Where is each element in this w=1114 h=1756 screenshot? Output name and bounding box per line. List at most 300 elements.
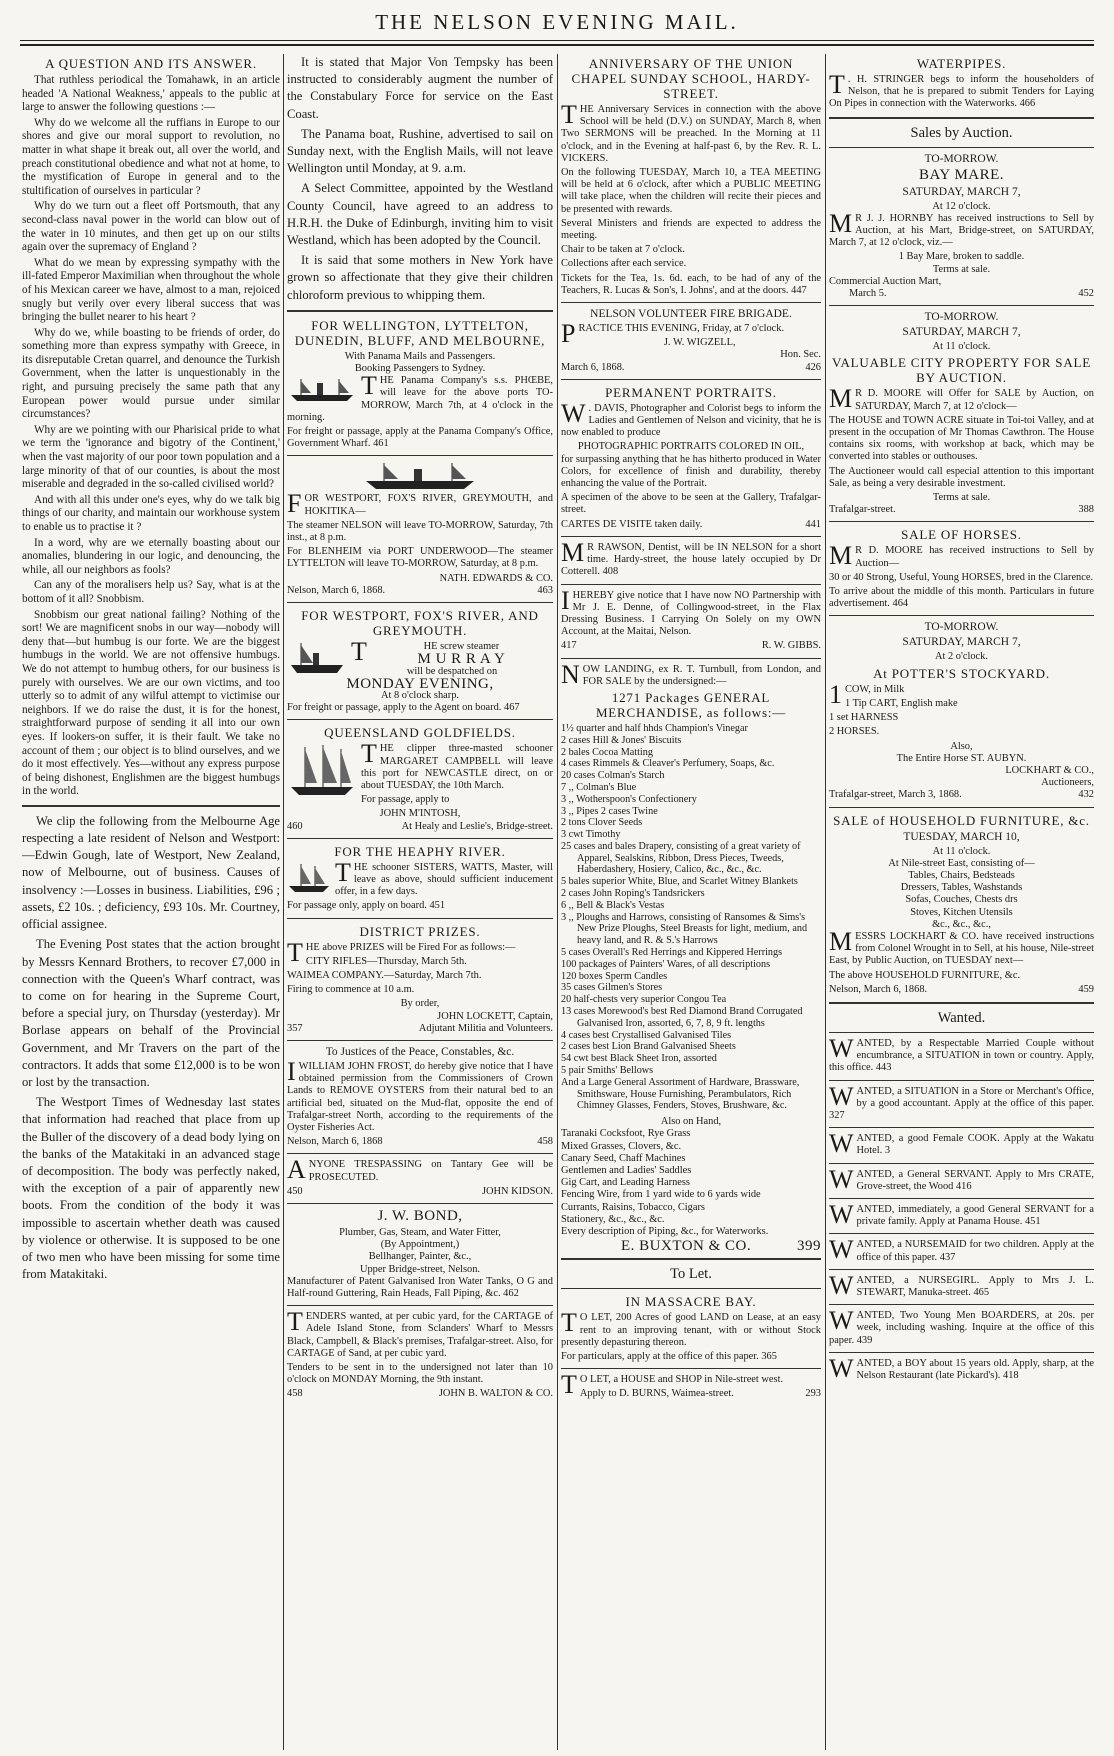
drop-cap: N <box>561 659 580 689</box>
ad-number: 450 <box>287 1185 303 1197</box>
merchandise-item: 7 ,, Colman's Blue <box>561 781 637 793</box>
ad-text: OR WESTPORT, FOX'S RIVER, GREYMOUTH, and HOKITIKA— <box>304 493 553 517</box>
ad-waterpipes <box>829 56 1094 111</box>
article-paragraph: Why do we, while boasting to be friends of order, do something more than express sympathy with Greece, in its disreputable Cretan quarrel, and denounce the Turkish Government, when the latter is unquestionably in the right, and pursuing precisely the same path that any European power would pursue under similar circumstances? <box>22 326 280 421</box>
ad-line: Firing to commence at 10 a.m. <box>287 984 415 996</box>
article-paragraph: Can any of the moralisers help us? Say, what is at the bottom of it all? Snobbism. <box>22 579 280 605</box>
wanted-ad <box>829 1081 1094 1123</box>
notice-district-prizes <box>287 924 553 1035</box>
article-paragraph: What do we mean by expressing sympathy with the ill-fated Emperor Maximilian when throughout the whole of his Mexican career we have, almost to a man, rejoiced snugly but verily over every liberal success that was bringing the bullet nearer to his heart ? <box>22 256 280 324</box>
merchandise-item: 25 cases and bales Drapery, consisting of a great variety of Apparel, Sealskins, Ribbon, Dress Pieces, Tweeds, Haberdashery, Hosiery, Calico, &c., &c., &c. <box>561 840 801 876</box>
merchandise-item: 1½ quarter and half hhds Champion's Vinegar <box>561 722 748 734</box>
ad-house-shop <box>561 1370 821 1400</box>
ad-date: March 6, 1868. <box>561 361 625 373</box>
news-paragraph: A Select Committee, appointed by the Westland County Council, have agreed to an address to H.R.H. the Duke of Edinburgh, inviting him to visit Westland, which has been adopted by the Council. <box>287 181 553 248</box>
wanted-ads <box>829 1033 1094 1383</box>
article-paragraph: And with all this under one's eyes, why do we talk big things of our charity, and maintain our workhouse system to enable us to practise it ? <box>22 493 280 533</box>
masthead: THE NELSON EVENING MAIL. <box>375 10 739 34</box>
ad-signature: JOHN LOCKETT, Captain, <box>437 1010 553 1022</box>
ad-subtitle: At Nile-street East, consisting of— <box>888 857 1035 869</box>
ad-number: 426 <box>805 361 821 373</box>
article-paragraph: Why do we turn out a fleet off Portsmouth, that any second-class naval power in the world can blow out of the water in 10 minutes, and then get up on our stilts again over the supremacy of England ? <box>22 200 280 254</box>
ad-number: 451 <box>1024 1216 1041 1228</box>
ad-title: BAY MARE. <box>918 166 1005 183</box>
ad-rule <box>561 1368 821 1369</box>
merchandise-item: 120 boxes Sperm Candles <box>561 970 668 982</box>
drop-cap: W <box>829 1164 854 1194</box>
drop-cap: M <box>829 926 853 956</box>
ad-sale-of-horses <box>829 527 1094 610</box>
ad-line: Dressers, Tables, Washstands <box>900 882 1023 894</box>
ad-rule <box>829 1032 1094 1033</box>
ad-text: The Auctioneer would call especial attention to this important Sale, as being a very desirable investment. <box>829 465 1094 489</box>
ad-text: O LET, 200 Acres of good LAND on Lease, at an easy rent to an improving tenant, with or without Stock presently depasturing thereon. <box>561 1312 821 1348</box>
column-divider <box>283 54 284 1750</box>
ad-text: A specimen of the above to be seen at the Gallery, Trafalgar-street. <box>561 492 821 516</box>
ad-text: HEREBY give notice that I have now NO Partnership with Mr J. E. Denne, of Collingwood-street, in the Flax Dressing Business. I Carrying On Solely on my OWN Account, at the Maitai, Nelson. <box>561 589 821 638</box>
ad-text: HE schooner SISTERS, WATTS, Master, will leave as above, should sufficient inducement offer, in a few days. <box>335 861 553 898</box>
ad-subtitle: PHOTOGRAPHIC PORTRAITS COLORED IN OIL, <box>577 441 805 453</box>
ad-signature: JOHN M'INTOSH, <box>379 808 461 820</box>
ad-rule <box>287 918 553 919</box>
wanted-ad <box>829 1129 1094 1159</box>
ad-text: . H. STRINGER begs to inform the householders of Nelson, that he is prepared to submit Tenders for Laying On Pipes in connection with the Waterworks. <box>829 74 1094 110</box>
ad-rule <box>561 1288 821 1289</box>
ad-text: R J. J. HORNBY has received instructions to Sell by Auction, at his Mart, Bridge-street, on SATURDAY, March 7, at 12 o'clock, viz.— <box>829 212 1094 249</box>
ad-line: CITY RIFLES—Thursday, March 5th. <box>305 955 467 967</box>
ad-text: Taranaki Cocksfoot, Rye Grass Mixed Grasses, Clovers, &c. Canary Seed, Chaff Machines Gentlemen and Ladies' Saddles Gig Cart, and Leading Harness Fencing Wire, from 1 yard wide to 6 yards wide Currants, Raisins, Tobacco, Cigars Stationery, &c., &c., &c. Every description of Piping, &c., for Waterworks. <box>561 1128 769 1238</box>
ad-rule <box>829 1233 1094 1234</box>
ad-dentist <box>561 537 821 579</box>
ad-partnership <box>561 585 821 653</box>
ad-number: 458 <box>287 1388 303 1400</box>
ad-heading: TO-MORROW. <box>924 311 999 324</box>
ad-heading: TO-MORROW. <box>924 152 999 165</box>
merchandise-list <box>561 723 821 1112</box>
drop-cap: M <box>829 384 853 414</box>
ad-line: Trafalgar-street. <box>829 504 896 516</box>
merchandise-item: 2 cases best Lion Brand Galvanised Sheets <box>561 1041 736 1053</box>
ad-number: 458 <box>537 1136 553 1148</box>
ad-text: ANTED, Two Young Men BOARDERS, at 20s. per week, including washing. Inquire at the office of this paper. <box>829 1310 1094 1346</box>
ad-line: Bellhanger, Painter, &c., <box>368 1251 472 1263</box>
drop-cap: W <box>829 1235 854 1265</box>
ad-signature: JOHN KIDSON. <box>481 1185 553 1197</box>
ad-line: 1 set HARNESS <box>829 712 899 724</box>
schooner-icon <box>287 862 331 894</box>
drop-cap: W <box>561 398 586 428</box>
ad-number: 439 <box>856 1334 873 1346</box>
ad-line: WAIMEA COMPANY.—Saturday, March 7th. <box>287 969 482 981</box>
ad-text: R RAWSON, Dentist, will be IN NELSON for a short time. Hardy-street, the house lately occupied by Dr Cotterell. <box>561 541 821 578</box>
news-paragraph: It is said that some mothers in New York have grown so affectionate that they give their children chloroform previous to whipping them. <box>287 253 553 302</box>
ad-rule <box>829 1352 1094 1353</box>
ad-text: RACTICE THIS EVENING, Friday, at 7 o'clock. <box>578 323 785 335</box>
ad-line: will be despatched on <box>406 665 498 677</box>
merchandise-item: 2 tons Clover Seeds <box>561 817 643 829</box>
ad-line: 1 Tip CART, English make <box>845 697 958 709</box>
ad-text: ANTED, a BOY about 15 years old. Apply, sharp, at the Nelson Restaurant (late Pickard's). <box>856 1357 1094 1382</box>
drop-cap: W <box>829 1306 854 1336</box>
ad-date: Nelson, March 6, 1868. <box>829 983 928 995</box>
ad-city-property <box>829 311 1094 516</box>
ad-number: 447 <box>791 284 807 296</box>
wanted-ad <box>829 1199 1094 1229</box>
ad-heading: SATURDAY, MARCH 7, <box>902 185 1021 198</box>
merchandise-item: 3 ,, Wotherspoon's Confectionery <box>561 793 697 805</box>
ad-subtitle: Booking Passengers to Sydney. <box>354 363 486 375</box>
ad-text: Collections after each service. <box>561 258 687 270</box>
ad-title: ANNIVERSARY OF THE UNION CHAPEL SUNDAY SCHOOL, HARDY-STREET. <box>571 56 811 101</box>
ad-text: The HOUSE and TOWN ACRE situate in Toi-toi Valley, and at present in the occupation of Mr Thomas Cawthron. The House contains six rooms, with workshop at back, which may be converted into stables or outhouses. <box>829 414 1094 463</box>
ad-signature: JOHN B. WALTON & CO. <box>438 1388 553 1400</box>
ad-text: OW LANDING, ex R. T. Turnbull, from London, and FOR SALE by the undersigned:— <box>582 663 821 687</box>
drop-cap: T <box>287 1307 303 1337</box>
ad-number: 462 <box>503 1288 519 1300</box>
ad-text: ANTED, a SITUATION in a Store or Merchant's Office, by a good accountant. Apply at the office of this paper. <box>856 1085 1094 1109</box>
ad-rule <box>829 807 1094 808</box>
news-paragraph: The Panama boat, Rushine, advertised to sail on Sunday next, with the English Mails, will not leave Wellington until Monday, at 9. a.m. <box>287 126 553 176</box>
ad-number: 451 <box>429 900 446 912</box>
drop-cap: I <box>287 1056 296 1086</box>
merchandise-item: 20 cases Colman's Starch <box>561 770 665 782</box>
drop-cap: T <box>829 70 845 99</box>
ad-line: &c., &c., &c., <box>932 918 991 930</box>
ad-text: Several Ministers and friends are expected to address the meeting. <box>561 217 821 242</box>
ad-date: Nelson, March 6, 1868. <box>287 584 386 596</box>
ad-line: Commercial Auction Mart, <box>829 275 942 287</box>
ad-rule <box>287 455 553 456</box>
article-paragraph: Snobbism our great national failing? Nothing of the sort! We are magnificent snobs in our way—nobody will deny that—but humbug is our forte. We are the biggest humbugs in the world. We are not offensive humbugs. We do not attempt to humbug others, for our business is purely with ourselves. We are our own victims, and too utterly so to admit of any wilful attempt to victimise our neighbors. If we do raise the dust, it is for the honest, straightforward purpose of sending it all into our own eyes. If lookers-on suffer, it is their fault. We take no account of them ; our object is to blind ourselves, and we do it most effectively. Yes—without any express purpose of being dishonest, Englishmen are the biggest humbugs in the world. <box>22 608 280 798</box>
ad-number: 365 <box>761 1351 777 1363</box>
ad-fire-brigade <box>561 308 821 374</box>
ad-text: Manufacturer of Patent Galvanised Iron Water Tanks, O G and Half-round Guttering, Rain Heads, Fall Piping, &c. <box>287 1275 553 1300</box>
merchandise-item: 6 ,, Bell & Black's Vestas <box>561 899 665 911</box>
drop-cap: T <box>561 1370 577 1400</box>
ad-number: 466 <box>1019 98 1036 110</box>
ad-line: At 11 o'clock. <box>932 845 991 857</box>
ad-line: Terms at sale. <box>932 263 991 275</box>
drop-cap: M <box>561 537 585 567</box>
ad-line: Stoves, Kitchen Utensils <box>910 906 1013 918</box>
ad-text: HE Anniversary Services in connection with the above School will be held (D.V.) on SUNDAY, March 8, when Two SERMONS will be preached. In the Morning at 11 o'clock, and in the Evening at half-past 6, by the Rev. R. L. VICKERS. <box>561 104 821 164</box>
drop-cap: W <box>829 1353 854 1383</box>
merchandise-item: 2 bales Cocoa Matting <box>561 746 653 758</box>
ad-line: March 5. <box>849 288 887 300</box>
shipping-ad-heaphy <box>287 844 553 913</box>
section-rule <box>287 310 553 312</box>
column-divider <box>825 54 826 1750</box>
merchandise-item: 20 half-chests very superior Congou Tea <box>561 994 727 1006</box>
article-paragraph: That ruthless periodical the Tomahawk, in an article headed 'A National Weakness,' appeals to the public at large to answer the following questions :— <box>22 74 280 114</box>
ad-line: Also, <box>950 740 973 752</box>
ad-text: HE above PRIZES will be Fired For as follows:— <box>305 941 516 953</box>
ad-line: 1 Bay Mare, broken to saddle. <box>898 251 1025 263</box>
ad-text: For freight or passage, apply to the Agent on board. <box>287 702 502 714</box>
ad-text: To arrive about the middle of this month. Particulars in future advertisement. <box>829 586 1094 610</box>
ad-number: 408 <box>602 566 619 578</box>
ad-line: 2 HORSES. <box>829 726 880 738</box>
ad-title: SALE of HOUSEHOLD FURNITURE, &c. <box>833 812 1090 828</box>
ad-line: Sofas, Couches, Chests drs <box>905 894 1018 906</box>
merchandise-item: 5 bales superior White, Blue, and Scarlet Witney Blankets <box>561 876 798 888</box>
ad-number: 327 <box>829 1109 845 1121</box>
ad-text: For particulars, apply at the office of this paper. <box>561 1351 759 1363</box>
schooner-icon <box>287 743 357 799</box>
ad-rule <box>561 536 821 537</box>
ad-title: QUEENSLAND GOLDFIELDS. <box>324 725 516 741</box>
ad-number: 467 <box>504 702 520 714</box>
ad-rule <box>829 521 1094 522</box>
ad-bay-mare <box>829 153 1094 301</box>
ad-signature: Hon. Sec. <box>780 349 821 361</box>
article-title: A QUESTION AND ITS ANSWER. <box>45 56 257 71</box>
ad-line: Tables, Chairs, Bedsteads <box>908 869 1015 881</box>
ad-number: 464 <box>892 598 909 610</box>
ad-heading: TO-MORROW. <box>924 621 999 634</box>
shipping-ad-wellington <box>287 318 553 451</box>
drop-cap: T <box>335 857 351 887</box>
ad-bond-plumber <box>287 1209 553 1300</box>
ad-text: . DAVIS, Photographer and Colorist begs to inform the Ladies and Gentlemen of Nelson and vicinity, that he is now enabled to produce <box>561 402 821 439</box>
ad-rule <box>561 379 821 380</box>
ad-title: FOR WELLINGTON, LYTTELTON, DUNEDIN, BLUFF, AND MELBOURNE, <box>294 317 546 348</box>
ad-line: CARTES DE VISITE taken daily. <box>561 518 703 530</box>
ship-name: M U R R A Y <box>417 651 506 668</box>
merchandise-item: 13 cases Morewood's best Red Diamond Brand Corrugated Galvanised Iron, assorted, 6, 7, 8, 9 ft. lengths <box>561 1006 803 1029</box>
ad-title: PERMANENT PORTRAITS. <box>605 384 777 400</box>
ad-text: ENDERS wanted, at per cubic yard, for the CARTAGE of Adele Island Stone, from Sclanders' Wharf to Messrs Black, Campbell, & Black's premises, Trafalgar-street. Also, for CARTAGE of Sand, at per cubic yard. <box>287 1311 553 1359</box>
ad-number: 432 <box>1078 789 1094 801</box>
merchandise-item: 3 ,, Pipes 2 cases Twine <box>561 805 658 817</box>
ad-text: ESSRS LOCKHART & CO. have received instructions from Colonel Wrought in to Sell, at his house, Nile-street East, by Public Auction, on TUESDAY next— <box>829 930 1094 967</box>
ad-date: Trafalgar-street, March 3, 1868. <box>829 789 962 801</box>
ad-number: 459 <box>1078 983 1094 995</box>
shipping-ad-murray <box>287 608 553 714</box>
wanted-ad <box>829 1353 1094 1383</box>
ad-rule <box>829 1304 1094 1305</box>
merchandise-item: 100 packages of Painters' Wares, of all descriptions <box>561 958 771 970</box>
drop-cap: T <box>361 371 377 401</box>
drop-cap: M <box>829 208 853 238</box>
ad-text: R D. MOORE will Offer for SALE by Auction, on SATURDAY, March 7, at 12 o'clock— <box>855 388 1094 412</box>
ad-rule <box>561 584 821 585</box>
ad-text: NYONE TRESPASSING on Tantary Gee will be PROSECUTED. <box>308 1159 553 1183</box>
news-paragraph: The Westport Times of Wednesday last states that information had reached that place from up the Buller of the discovery of a dead body lying on the banks of the Matakitaki in an advanced stage of decomposition. The body was perfectly naked, with the exception of a pair of apparently new boots. From the condition of the body it was impossible to ascertain whether death was caused by violence or otherwise. It is supposed to be one of two men who have been missing for some time from Matakitaki. <box>22 1095 280 1282</box>
drop-cap: T <box>561 1308 577 1338</box>
news-paragraph: We clip the following from the Melbourne Age respecting a late resident of Nelson and Westport:—Edwin Gough, late of Westport, New Zealand, now of Melbourne, out of business. Causes of insolvency :—Losses in business. Liabilities, £96 ; assets, £2 10s. ; deficiency, £93 10s. Mr. Courtney, official assignee. <box>22 813 280 932</box>
ad-signature: Adjutant Militia and Volunteers. <box>418 1022 553 1034</box>
ad-heading: TUESDAY, MARCH 10, <box>903 830 1020 843</box>
ad-text: WILLIAM JOHN FROST, do hereby give notice that I have obtained permission from the Commissioners of Crown Lands to REMOVE OYSTERS from their natural bed to an artificial bed, situated on the Mud-flat, opposite the end of Trafalgar-street North, according to the requirements of the Oyster Fisheries Act. <box>287 1060 553 1133</box>
ad-text: for surpassing anything that he has hitherto produced in Water Colors, for excellence of finish and durability, thereby enhancing the value of the Portrait. <box>561 453 821 490</box>
ad-line: At 12 o'clock. <box>932 200 991 212</box>
article-paragraph: Why are we pointing with our Pharisical pride to what we term the 'ignorance and bigotry of the Continent,' when the vast majority of our poor town population and a large minority of that of our counties, is about the most miserable and degraded in the so-called civilised world? <box>22 423 280 491</box>
ad-line: At 2 o'clock. <box>935 651 988 663</box>
ad-rule <box>829 615 1094 616</box>
column-divider <box>557 54 558 1750</box>
merchandise-item: 5 pair Smiths' Bellows <box>561 1065 654 1077</box>
ad-line: HE screw steamer <box>423 641 500 653</box>
ad-rule <box>561 302 821 303</box>
ad-number: 293 <box>805 1388 821 1400</box>
ad-rule <box>561 658 821 659</box>
ad-title: FOR THE HEAPHY RIVER. <box>334 843 506 859</box>
ad-title: VALUABLE CITY PROPERTY FOR SALE BY AUCTION. <box>831 355 1091 386</box>
shipping-ad-queensland <box>287 725 553 832</box>
ad-title: NELSON VOLUNTEER FIRE BRIGADE. <box>590 308 792 321</box>
ad-text: HE clipper three-masted schooner MARGARET CAMPBELL will leave this port for NEWCASTLE direct, on or about TUESDAY, the 10th March. <box>361 743 553 791</box>
ad-number: 416 <box>955 1180 972 1192</box>
ad-subtitle: Also on Hand, <box>660 1116 722 1128</box>
section-rule <box>829 117 1094 119</box>
ad-text: ANTED, a NURSEGIRL. Apply to Mrs J. L. STEWART, Manuka-street. <box>856 1274 1094 1298</box>
drop-cap: 1 <box>829 679 842 709</box>
ad-text: For passage only, apply on board. <box>287 900 427 912</box>
ad-text: Tickets for the Tea, 1s. 6d. each, to be had of any of the Teachers, R. Lucas & Son's, I. Johns', and at the doors. <box>561 272 821 296</box>
ad-text: Tenders to be sent in to the undersigned not later than 10 o'clock on MONDAY Morning, the 9th instant. <box>287 1362 553 1386</box>
ad-line: At 11 o'clock. <box>932 341 991 353</box>
article-paragraph: Why do we welcome all the ruffians in Europe to our shores and give our moral support to revolution, no matter in what shape it break out, all over the world, and preach constitutional obedience and what not at home, to the mystification of Europe in general and to the stultification of ourselves in particular ? <box>22 116 280 197</box>
ad-chapel-anniversary <box>561 56 821 297</box>
ad-rule <box>287 838 553 839</box>
masthead-rule <box>20 40 1094 41</box>
ad-line: Plumber, Gas, Steam, and Water Fitter, <box>339 1227 501 1238</box>
wanted-ad <box>829 1306 1094 1347</box>
ad-number: 399 <box>797 1238 821 1255</box>
drop-cap: F <box>287 489 302 519</box>
ad-rule <box>829 147 1094 148</box>
ad-line: Upper Bridge-street, Nelson. <box>359 1263 481 1275</box>
ad-rule <box>829 1080 1094 1081</box>
ad-line: At 8 o'clock sharp. <box>380 689 460 701</box>
ad-massacre-bay <box>561 1294 821 1363</box>
notice-trespassing <box>287 1155 553 1198</box>
merchandise-item: 2 cases John Roping's Tandsrickers <box>561 888 705 900</box>
merchandise-item: 2 cases Hill & Jones' Biscuits <box>561 734 682 746</box>
column-1 <box>22 54 280 1750</box>
ad-number: 452 <box>1078 288 1094 300</box>
ad-subtitle: With Panama Mails and Passengers. <box>344 350 496 362</box>
ad-rule <box>287 602 553 603</box>
ad-text: ANTED, by a Respectable Married Couple without encumbrance, a SITUATION in town or country. Apply, this office. <box>829 1037 1094 1074</box>
steamship-icon <box>360 461 480 491</box>
column-3 <box>561 54 821 1750</box>
ad-heading: SATURDAY, MARCH 7, <box>902 636 1021 649</box>
ad-line: (By Appointment,) <box>380 1239 460 1251</box>
drop-cap: I <box>561 585 570 615</box>
ad-heading: SATURDAY, MARCH 7, <box>902 326 1021 339</box>
ad-number: 463 <box>537 584 553 596</box>
ad-text: Chair to be taken at 7 o'clock. <box>561 244 685 256</box>
ad-number: 357 <box>287 1022 303 1034</box>
ad-rule <box>287 1305 553 1306</box>
column-2 <box>287 54 553 1750</box>
drop-cap: W <box>829 1199 854 1229</box>
ad-rule <box>287 1040 553 1041</box>
ad-rule <box>287 719 553 720</box>
ad-merchandise <box>561 659 821 1255</box>
ad-line: MONDAY EVENING, <box>346 675 494 692</box>
ad-text: ANTED, a good Female COOK. Apply at the Wakatu Hotel. <box>856 1133 1094 1157</box>
ad-title: At POTTER'S STOCKYARD. <box>873 665 1050 681</box>
news-paragraph: It is stated that Major Von Tempsky has been instructed to considerably augment the number of the Constabulary Force for service on the East Coast. <box>287 55 553 121</box>
ad-text: Apply to D. BURNS, Waimea-street. <box>579 1388 734 1400</box>
wanted-ad <box>829 1235 1094 1265</box>
masthead-rule-thick <box>20 44 1094 46</box>
drop-cap: A <box>287 1155 306 1185</box>
ad-number: 437 <box>939 1251 956 1263</box>
section-heading-to-let: To Let. <box>670 1266 712 1283</box>
merchandise-item: 4 cases best Crystallised Galvanised Tiles <box>561 1029 732 1041</box>
merchandise-item: 35 cases Gilmen's Stores <box>561 982 663 994</box>
ad-signature: LOCKHART & CO., <box>1005 764 1094 776</box>
ad-text: For freight or passage, apply at the Panama Company's Office, Government Wharf. <box>287 426 553 450</box>
merchandise-item: 54 cwt best Black Sheet Iron, assorted <box>561 1053 717 1065</box>
ad-text: R D. MOORE has received instructions to Sell by Auction— <box>855 545 1094 569</box>
merchandise-item: And a Large General Assortment of Hardware, Brassware, Smithsware, House Furnishing, Perambulators, Rich Chimney Glasses, Fenders, Stoves, Brushware, &c. <box>561 1076 800 1112</box>
drop-cap: T <box>361 739 377 769</box>
section-heading-sales: Sales by Auction. <box>910 124 1013 141</box>
ad-rule <box>829 1163 1094 1164</box>
drop-cap: M <box>829 541 853 571</box>
ad-line: COW, in Milk <box>845 683 905 695</box>
ad-number: 3 <box>884 1145 891 1157</box>
ad-text: The steamer NELSON will leave TO-MORROW, Saturday, 7th inst., at 8 p.m. <box>287 519 553 544</box>
drop-cap: W <box>829 1033 854 1063</box>
ad-text: HE Panama Company's s.s. PHŒBE, will leave for the above ports TO-MORROW, March 7th, at 4 o'clock in the morning. <box>287 375 553 423</box>
ad-text: O LET, a HOUSE and SHOP in Nile-street west. <box>579 1374 784 1386</box>
drop-cap: W <box>829 1129 854 1159</box>
ad-text: ANTED, immediately, a good General SERVANT for a private family. Apply at Panama House. <box>856 1203 1094 1228</box>
ad-number: 460 <box>287 820 303 832</box>
news-paragraph: The Evening Post states that the action brought by Messrs Kennard Brothers, to recover £7,000 in connection with the Queen's Wharf contract, was to come on for hearing in the Supreme Court, before a special jury, on Thursday (yesterday). Mr Borlase appears on behalf of the Provincial Government, and Mr Travers on the part of the contractors. It adds that some £12,000 is to be won or lost by the transaction. <box>22 937 280 1089</box>
ad-date: Nelson, March 6, 1868 <box>287 1136 383 1148</box>
section-rule <box>22 805 280 807</box>
article-paragraph: In a word, why are we eternally boasting about our anomalies, blundering in our logic, and denouncing, the while, all our neighbors as fools? <box>22 536 280 576</box>
column-4 <box>829 54 1094 1750</box>
ad-signature: At Healy and Leslie's, Bridge-street. <box>401 820 553 832</box>
section-heading-wanted: Wanted. <box>937 1009 986 1026</box>
ad-title: DISTRICT PRIZES. <box>359 923 481 939</box>
ad-text: ANTED, a General SERVANT. Apply to Mrs CRATE, Grove-street, the Wood <box>856 1168 1094 1192</box>
section-rule <box>829 1002 1094 1004</box>
steamship-icon <box>287 641 347 675</box>
ad-line: The Entire Horse ST. AUBYN. <box>896 752 1027 764</box>
wanted-ad <box>829 1033 1094 1075</box>
ad-tenders <box>287 1307 553 1400</box>
ad-line: Terms at sale. <box>932 492 991 504</box>
merchandise-item: 4 cases Rimmels & Cleaver's Perfumery, Soaps, &c. <box>561 758 775 770</box>
drop-cap: W <box>829 1270 854 1300</box>
merchandise-item: 5 cases Overall's Red Herrings and Kippered Herrings <box>561 947 783 959</box>
section-rule <box>561 1258 821 1260</box>
drop-cap: P <box>561 319 576 349</box>
ad-rule <box>829 1269 1094 1270</box>
shipping-ad-westport <box>287 461 553 597</box>
ad-signature: R. W. GIBBS. <box>761 640 821 652</box>
ad-household-furniture <box>829 813 1094 996</box>
ad-title: SALE OF HORSES. <box>901 527 1022 543</box>
ad-title: J. W. BOND, <box>377 1208 463 1224</box>
ad-rule <box>829 1198 1094 1199</box>
ad-text: For passage, apply to <box>361 794 450 806</box>
ad-number: 417 <box>561 640 577 652</box>
ad-text: On the following TUESDAY, March 10, a TEA MEETING will be held at 6 o'clock, after which a PUBLIC MEETING will take place, when the children will recite their pieces and be presented with rewards. <box>561 167 821 215</box>
merchandise-item: 3 ,, Ploughs and Harrows, consisting of Ransomes & Sims's New Prize Ploughs, Steel Breasts for light, medium, and heavy land, and R. & S.'s Harrows <box>561 911 808 947</box>
drop-cap: T <box>351 637 367 667</box>
ad-potters-stockyard <box>829 621 1094 801</box>
